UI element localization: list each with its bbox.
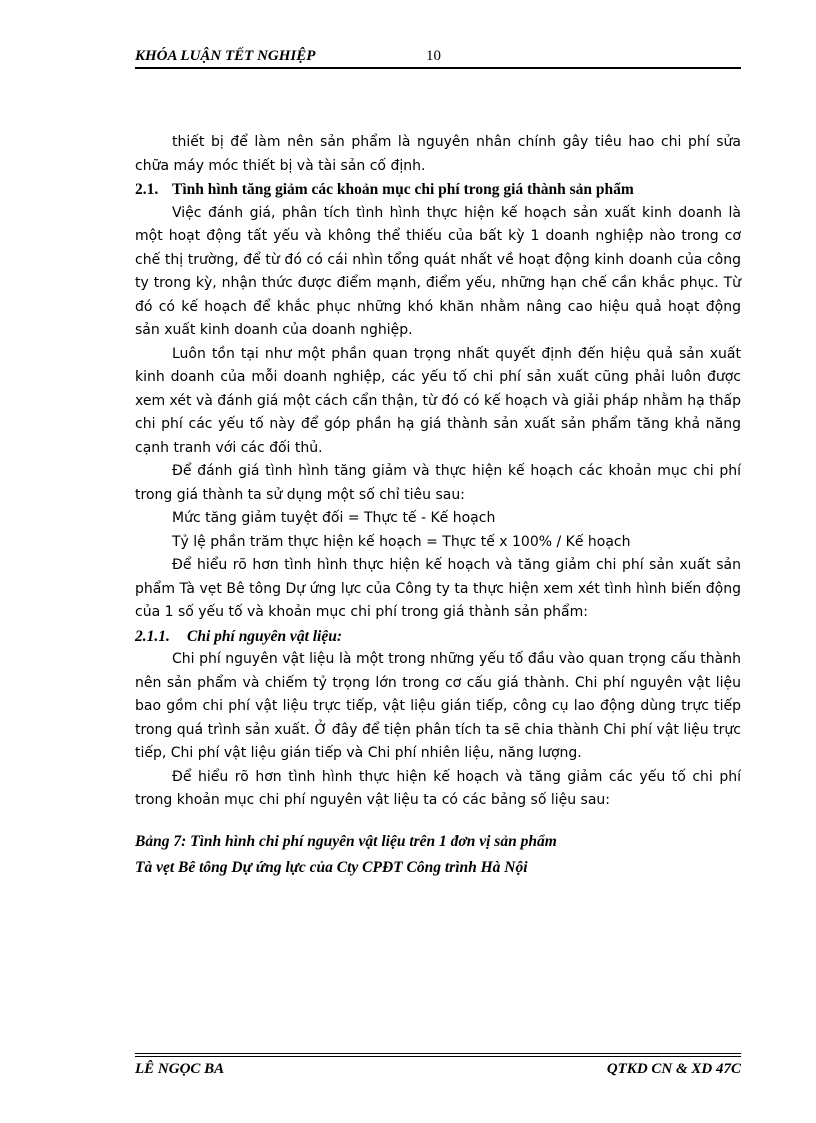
section-heading-2-1 — [135, 178, 741, 202]
footer-rule-top — [135, 1053, 741, 1054]
paragraph-4: Để đánh giá tình hình tăng giảm và thực hiện kế hoạch các khoản mục chi phí trong giá thành ta sử dụng một số chỉ tiêu sau: — [135, 463, 741, 503]
section-number: 2.1. — [135, 181, 159, 198]
footer-class: QTKD CN & XD 47C — [606, 1061, 741, 1077]
header-rule — [135, 67, 741, 69]
page-header — [135, 48, 741, 68]
paragraph-3: Luôn tồn tại như một phần quan trọng nhất quyết định đến hiệu quả sản xuất kinh doanh của mỗi doanh nghiệp, các yếu tố chi phí sản xuất cũng phải luôn được xem xét và đánh giá một cách cẩn thận, từ đó có kế hoạch và giải pháp nhằm hạ thấp chi phí các yếu tố này để góp phần hạ giá thành sản xuất sản phẩm tăng khả năng cạnh tranh với các đối thủ. — [135, 345, 741, 456]
footer-rule-bottom — [135, 1056, 741, 1057]
subsection-title: Chi phí nguyên vật liệu: — [187, 627, 343, 645]
section-heading-2-1-1 — [135, 625, 741, 649]
paragraph-6: Chi phí nguyên vật liệu là một trong những yếu tố đầu vào quan trọng cấu thành nên sản phẩm và chiếm tỷ trọng lớn trong cơ cấu giá thành. Chi phí nguyên vật liệu bao gồm chi phí vật liệu trực tiếp, vật liệu gián tiếp, công cụ lao động dùng trực tiếp trong quá trình sản xuất. Ở đây để tiện phân tích ta sẽ chia thành Chi phí vật liệu trực tiếp, Chi phí vật liệu gián tiếp và Chi phí nhiên liệu, năng lượng. — [135, 651, 741, 761]
header-title: KHÓA LUẬN TẾT NGHIỆP — [135, 48, 316, 64]
paragraph-7: Để hiểu rõ hơn tình hình thực hiện kế hoạch và tăng giảm các yếu tố chi phí trong khoản mục chi phí nguyên vật liệu ta có các bảng số liệu sau: — [135, 768, 741, 808]
caption-line-1: Bảng 7: Tình hình chi phí nguyên vật liệu trên 1 đơn vị sản phẩm — [135, 832, 557, 850]
body-text — [135, 131, 741, 881]
section-title: Tình hình tăng giảm các khoản mục chi phí trong giá thành sản phẩm — [172, 181, 634, 198]
paragraph-5: Để hiểu rõ hơn tình hình thực hiện kế hoạch và tăng giảm chi phí sản xuất sản phẩm Tà vẹt Bê tông Dự ứng lực của Công ty ta thực hiện xem xét tình hình biến động của 1 số yếu tố và khoản mục chi phí trong giá thành sản phẩm: — [135, 557, 741, 620]
page-number: 10 — [426, 48, 441, 64]
formula-percent-completion: Tỷ lệ phần trăm thực hiện kế hoạch = Thực tế x 100% / Kế hoạch — [172, 533, 631, 550]
caption-line-2: Tà vẹt Bê tông Dự ứng lực của Cty CPĐT Công trình Hà Nội — [135, 858, 528, 876]
subsection-number: 2.1.1. — [135, 627, 170, 645]
paragraph-1: thiết bị để làm nên sản phẩm là nguyên nhân chính gây tiêu hao chi phí sửa chữa máy móc thiết bị và tài sản cố định. — [135, 134, 741, 174]
formula-absolute-change: Mức tăng giảm tuyệt đối = Thực tế - Kế hoạch — [172, 510, 496, 526]
table-caption — [135, 829, 741, 881]
footer-author: LÊ NGỌC BA — [135, 1061, 225, 1077]
paragraph-2: Việc đánh giá, phân tích tình hình thực hiện kế hoạch sản xuất kinh doanh là một hoạt động tất yếu và không thể thiếu của bất kỳ 1 doanh nghiệp nào trong cơ chế thị trường, để từ đó có cái nhìn tổng quát nhất về hoạt động kinh doanh của công ty trong kỳ, nhận thức được điểm mạnh, điểm yếu, những hạn chế cần khắc phục. Từ đó có kế hoạch để khắc phục những khó khăn nhằm nâng cao hiệu quả hoạt động sản xuất kinh doanh của doanh nghiệp. — [135, 204, 741, 338]
